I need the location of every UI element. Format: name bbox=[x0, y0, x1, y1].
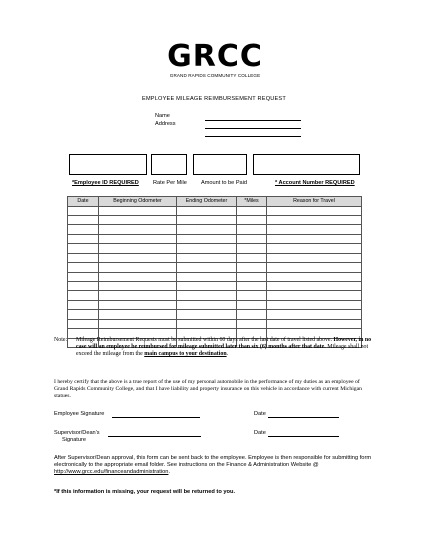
date-cell[interactable] bbox=[68, 263, 99, 272]
beginning-odometer-cell[interactable] bbox=[99, 215, 177, 224]
date-cell[interactable] bbox=[68, 282, 99, 291]
date-cell[interactable] bbox=[68, 215, 99, 224]
supervisor-date-label: Date bbox=[254, 430, 266, 436]
miles-cell[interactable] bbox=[237, 291, 267, 300]
table-header-row bbox=[68, 197, 362, 207]
miles-cell[interactable] bbox=[237, 225, 267, 234]
account-number-box[interactable] bbox=[253, 154, 360, 175]
employee-date-field[interactable] bbox=[268, 417, 339, 418]
date-cell[interactable] bbox=[68, 291, 99, 300]
date-cell[interactable] bbox=[68, 272, 99, 281]
certification-statement: I hereby certify that the above is a true report of the use of my personal automobile in the performance of my duties as an employee of Grand Rapids Community College, and that I have liability and property insurance on this vehicle in accordance with current Michigan statues. bbox=[54, 379, 362, 399]
college-logo bbox=[165, 39, 265, 78]
reason-cell[interactable] bbox=[267, 253, 362, 262]
beginning-odometer-cell[interactable] bbox=[99, 206, 177, 215]
table-row bbox=[68, 272, 362, 281]
employee-signature-field[interactable] bbox=[112, 417, 200, 418]
beginning-odometer-cell[interactable] bbox=[99, 234, 177, 243]
reason-cell[interactable] bbox=[267, 291, 362, 300]
ending-odometer-cell[interactable] bbox=[177, 225, 237, 234]
ending-odometer-cell[interactable] bbox=[177, 319, 237, 328]
rate-caption: Rate Per Mile bbox=[153, 180, 187, 186]
ending-odometer-cell[interactable] bbox=[177, 253, 237, 262]
beginning-odometer-cell[interactable] bbox=[99, 310, 177, 319]
miles-cell[interactable] bbox=[237, 244, 267, 253]
rate-per-mile-box[interactable] bbox=[151, 154, 187, 175]
address-field-line-2[interactable] bbox=[205, 136, 301, 137]
employee-date-label: Date bbox=[254, 411, 266, 417]
beginning-odometer-cell[interactable] bbox=[99, 272, 177, 281]
column-header-miles: *Miles bbox=[237, 197, 267, 207]
mileage-log-table bbox=[67, 196, 362, 348]
address-label: Address bbox=[155, 121, 176, 127]
beginning-odometer-cell[interactable] bbox=[99, 253, 177, 262]
logo-subtitle: GRAND RAPIDS COMMUNITY COLLEGE bbox=[169, 73, 261, 78]
ending-odometer-cell[interactable] bbox=[177, 300, 237, 309]
beginning-odometer-cell[interactable] bbox=[99, 291, 177, 300]
table-row bbox=[68, 215, 362, 224]
finance-website-link[interactable]: http://www.grcc.edu/financeandadministration bbox=[54, 469, 169, 475]
supervisor-signature-label-line-2: Signature bbox=[62, 437, 86, 443]
date-cell[interactable] bbox=[68, 234, 99, 243]
ending-odometer-cell[interactable] bbox=[177, 206, 237, 215]
table-row bbox=[68, 291, 362, 300]
ending-odometer-cell[interactable] bbox=[177, 215, 237, 224]
miles-cell[interactable] bbox=[237, 272, 267, 281]
reason-cell[interactable] bbox=[267, 244, 362, 253]
name-label: Name bbox=[155, 113, 170, 119]
date-cell[interactable] bbox=[68, 253, 99, 262]
missing-info-warning: *If this information is missing, your request will be returned to you. bbox=[54, 489, 236, 495]
reason-cell[interactable] bbox=[267, 225, 362, 234]
ending-odometer-cell[interactable] bbox=[177, 310, 237, 319]
miles-cell[interactable] bbox=[237, 263, 267, 272]
date-cell[interactable] bbox=[68, 310, 99, 319]
ending-odometer-cell[interactable] bbox=[177, 263, 237, 272]
date-cell[interactable] bbox=[68, 225, 99, 234]
miles-cell[interactable] bbox=[237, 310, 267, 319]
table-row bbox=[68, 244, 362, 253]
address-field-line-1[interactable] bbox=[205, 128, 301, 129]
reason-cell[interactable] bbox=[267, 206, 362, 215]
beginning-odometer-cell[interactable] bbox=[99, 319, 177, 328]
beginning-odometer-cell[interactable] bbox=[99, 263, 177, 272]
reason-cell[interactable] bbox=[267, 234, 362, 243]
miles-cell[interactable] bbox=[237, 253, 267, 262]
note-prefix: Note: bbox=[54, 337, 68, 343]
miles-cell[interactable] bbox=[237, 234, 267, 243]
beginning-odometer-cell[interactable] bbox=[99, 300, 177, 309]
column-header-beginning-odometer: Beginning Odometer bbox=[99, 197, 177, 207]
form-title: EMPLOYEE MILEAGE REIMBURSEMENT REQUEST bbox=[142, 96, 286, 102]
column-header-date: Date bbox=[68, 197, 99, 207]
amount-caption: Amount to be Paid bbox=[201, 180, 248, 186]
reason-cell[interactable] bbox=[267, 300, 362, 309]
supervisor-signature-field[interactable] bbox=[108, 436, 201, 437]
beginning-odometer-cell[interactable] bbox=[99, 244, 177, 253]
ending-odometer-cell[interactable] bbox=[177, 234, 237, 243]
beginning-odometer-cell[interactable] bbox=[99, 282, 177, 291]
reason-cell[interactable] bbox=[267, 263, 362, 272]
miles-cell[interactable] bbox=[237, 215, 267, 224]
supervisor-date-field[interactable] bbox=[268, 436, 339, 437]
employee-signature-label: Employee Signature bbox=[54, 411, 105, 417]
table-row bbox=[68, 300, 362, 309]
ending-odometer-cell[interactable] bbox=[177, 291, 237, 300]
ending-odometer-cell[interactable] bbox=[177, 272, 237, 281]
logo-wordmark: GRCC bbox=[167, 39, 263, 74]
date-cell[interactable] bbox=[68, 244, 99, 253]
supervisor-signature-label: Supervisor/Dean’s bbox=[54, 430, 100, 436]
table-row bbox=[68, 225, 362, 234]
table-row bbox=[68, 263, 362, 272]
miles-cell[interactable] bbox=[237, 300, 267, 309]
reason-cell[interactable] bbox=[267, 310, 362, 319]
reason-cell[interactable] bbox=[267, 272, 362, 281]
miles-cell[interactable] bbox=[237, 206, 267, 215]
employee-id-box[interactable] bbox=[69, 154, 147, 175]
account-caption: * Account Number REQUIRED bbox=[275, 180, 355, 186]
ending-odometer-cell[interactable] bbox=[177, 244, 237, 253]
name-field[interactable] bbox=[205, 120, 301, 121]
column-header-reason: Reason for Travel bbox=[267, 197, 362, 207]
miles-cell[interactable] bbox=[237, 282, 267, 291]
reason-cell[interactable] bbox=[267, 319, 362, 328]
table-row bbox=[68, 310, 362, 319]
reason-cell[interactable] bbox=[267, 282, 362, 291]
table-row bbox=[68, 319, 362, 328]
date-cell[interactable] bbox=[68, 319, 99, 328]
reason-cell[interactable] bbox=[267, 215, 362, 224]
miles-cell[interactable] bbox=[237, 319, 267, 328]
table-row bbox=[68, 253, 362, 262]
date-cell[interactable] bbox=[68, 206, 99, 215]
column-header-ending-odometer: Ending Odometer bbox=[177, 197, 237, 207]
submission-instructions: After Supervisor/Dean approval, this form can be sent back to the employee. Employee is then responsible for submitting form electronically to the appropriate email folder. See instructions on the Finance & Administration Website @ http://www.grcc.edu/financeandadministration. bbox=[54, 455, 372, 475]
ending-odometer-cell[interactable] bbox=[177, 282, 237, 291]
date-cell[interactable] bbox=[68, 300, 99, 309]
employee-id-caption: *Employee ID REQUIRED bbox=[72, 180, 139, 186]
table-row bbox=[68, 282, 362, 291]
note-text: Mileage Reimbursement Requests must be submitted within 60 days after the last date of travel listed above. However, in no case will an employee be reimbursed for mileage submitted later than six (6) months after that date. Mileage shall not exceed the mileage from the main campus to your destination. bbox=[76, 337, 372, 357]
table-row bbox=[68, 206, 362, 215]
beginning-odometer-cell[interactable] bbox=[99, 225, 177, 234]
amount-to-be-paid-box[interactable] bbox=[193, 154, 247, 175]
table-row bbox=[68, 234, 362, 243]
